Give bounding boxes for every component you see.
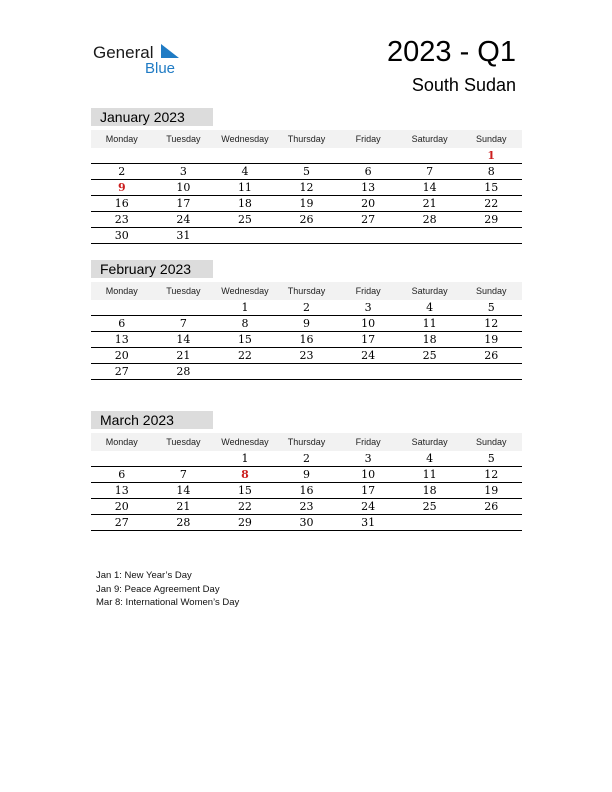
day-cell: 4: [426, 301, 434, 314]
day-cell: 16: [114, 197, 129, 210]
week-row: [91, 499, 522, 515]
day-cell: 12: [299, 181, 314, 194]
weekday-label: Monday: [105, 437, 138, 447]
day-cell: 30: [299, 516, 314, 529]
day-cell: [399, 515, 461, 530]
weekday-label: Saturday: [411, 286, 448, 296]
day-cell: [153, 148, 215, 163]
day-cell: 14: [176, 484, 191, 497]
day-cell: 24: [361, 349, 376, 362]
day-cell: 13: [114, 484, 129, 497]
weekday-label: Tuesday: [166, 134, 201, 144]
day-cell: [214, 364, 276, 379]
weekday-label: Tuesday: [166, 437, 201, 447]
day-cell: 26: [484, 349, 499, 362]
day-cell: 2: [118, 165, 126, 178]
weekday-label: Monday: [105, 286, 138, 296]
day-cell: [399, 364, 461, 379]
week-row: [91, 148, 522, 164]
day-cell: 27: [114, 516, 129, 529]
day-cell: 14: [176, 333, 191, 346]
day-cell: 17: [361, 484, 376, 497]
logo-general-text: General: [93, 43, 154, 62]
week-row: [91, 164, 522, 180]
day-cell: 18: [422, 484, 437, 497]
holiday-note: Jan 9: Peace Agreement Day: [96, 583, 220, 595]
month-title: January 2023: [91, 108, 213, 126]
day-cell: [91, 148, 153, 163]
day-cell: 28: [422, 213, 437, 226]
day-cell: 23: [114, 213, 129, 226]
day-cell: 4: [426, 452, 434, 465]
day-cell: 7: [179, 468, 187, 481]
day-cell: 18: [237, 197, 252, 210]
day-cell: 6: [118, 317, 126, 330]
day-cell: 2: [303, 301, 311, 314]
week-row: [91, 348, 522, 364]
day-cell: [337, 364, 399, 379]
country-name: South Sudan: [411, 75, 516, 95]
logo-blue-text: Blue: [145, 60, 176, 77]
day-cell: 20: [114, 349, 129, 362]
weekday-label: Saturday: [411, 437, 448, 447]
month-march: [91, 411, 522, 531]
day-cell: 30: [114, 229, 129, 242]
day-cell: 10: [176, 181, 191, 194]
day-cell: 23: [299, 349, 314, 362]
weekday-label: Sunday: [475, 134, 507, 144]
day-cell: 10: [361, 468, 376, 481]
holiday-note: Mar 8: International Women’s Day: [96, 597, 240, 608]
day-cell: 9: [303, 317, 311, 330]
weekday-label: Thursday: [287, 437, 326, 447]
weekday-header: [91, 433, 522, 451]
day-cell: 3: [364, 301, 372, 314]
day-cell: 21: [176, 349, 191, 362]
day-cell: 29: [484, 213, 499, 226]
weekday-label: Thursday: [287, 286, 326, 296]
week-row: [91, 332, 522, 348]
day-cell: 26: [299, 213, 314, 226]
weekday-header: [91, 282, 522, 300]
holiday-note: Jan 1: New Year’s Day: [96, 570, 192, 581]
day-cell: 20: [114, 500, 129, 513]
day-cell: 29: [237, 516, 252, 529]
day-cell: 14: [422, 181, 437, 194]
week-row: [91, 228, 522, 244]
day-cell: 13: [361, 181, 376, 194]
week-row: [91, 515, 522, 531]
day-cell: [153, 451, 215, 466]
day-cell: 25: [422, 349, 437, 362]
day-cell: [399, 148, 461, 163]
day-cell: 1: [487, 149, 496, 162]
day-cell: 6: [118, 468, 126, 481]
weekday-label: Wednesday: [221, 134, 269, 144]
weekday-label: Tuesday: [166, 286, 201, 296]
day-cell: 11: [237, 181, 252, 194]
week-row: [91, 483, 522, 499]
day-cell: 25: [237, 213, 252, 226]
day-cell: 12: [484, 317, 499, 330]
weekday-header: [91, 130, 522, 148]
day-cell: [460, 515, 522, 530]
week-row: [91, 364, 522, 380]
day-cell: [214, 228, 276, 243]
day-cell: 7: [426, 165, 434, 178]
day-cell: 9: [117, 181, 126, 194]
holiday-notes: [96, 569, 239, 610]
day-cell: 26: [484, 500, 499, 513]
weekday-label: Thursday: [287, 134, 326, 144]
day-cell: 11: [422, 468, 437, 481]
day-cell: 31: [361, 516, 376, 529]
month-title: February 2023: [91, 260, 213, 278]
day-cell: [460, 364, 522, 379]
weekday-label: Friday: [355, 134, 381, 144]
month-title: March 2023: [91, 411, 213, 429]
day-cell: 3: [364, 452, 372, 465]
month-january: [91, 108, 522, 244]
day-cell: [276, 364, 338, 379]
page-title: 2023 - Q1: [387, 36, 516, 68]
day-cell: 28: [176, 516, 191, 529]
day-cell: 2: [303, 452, 311, 465]
day-cell: 18: [422, 333, 437, 346]
day-cell: 17: [361, 333, 376, 346]
day-cell: [153, 300, 215, 315]
day-cell: [337, 148, 399, 163]
day-cell: [276, 228, 338, 243]
day-cell: 25: [422, 500, 437, 513]
day-cell: [337, 228, 399, 243]
week-row: [91, 467, 522, 483]
day-cell: [214, 148, 276, 163]
generalblue-logo: [93, 40, 203, 80]
day-cell: 19: [484, 333, 499, 346]
day-cell: 20: [361, 197, 376, 210]
day-cell: 22: [484, 197, 499, 210]
weekday-label: Sunday: [475, 437, 507, 447]
weekday-label: Friday: [355, 437, 381, 447]
week-row: [91, 212, 522, 228]
weekday-label: Wednesday: [221, 286, 269, 296]
week-row: [91, 196, 522, 212]
day-cell: 7: [179, 317, 187, 330]
day-cell: 24: [176, 213, 191, 226]
day-cell: 27: [114, 365, 129, 378]
day-cell: 5: [303, 165, 311, 178]
day-cell: 5: [487, 301, 495, 314]
day-cell: 24: [361, 500, 376, 513]
day-cell: 1: [241, 452, 249, 465]
day-cell: 15: [237, 484, 252, 497]
weekday-label: Sunday: [475, 286, 507, 296]
weekday-label: Saturday: [411, 134, 448, 144]
day-cell: 9: [303, 468, 311, 481]
day-cell: 4: [241, 165, 249, 178]
day-cell: 23: [299, 500, 314, 513]
week-row: [91, 316, 522, 332]
day-cell: 28: [176, 365, 191, 378]
day-cell: 10: [361, 317, 376, 330]
day-cell: 17: [176, 197, 191, 210]
day-cell: 19: [299, 197, 314, 210]
month-february: [91, 260, 522, 380]
day-cell: 15: [484, 181, 499, 194]
week-row: [91, 451, 522, 467]
day-cell: [91, 300, 153, 315]
day-cell: 8: [241, 317, 249, 330]
day-cell: 22: [237, 500, 252, 513]
week-row: [91, 180, 522, 196]
day-cell: 31: [176, 229, 191, 242]
day-cell: 8: [487, 165, 495, 178]
day-cell: [91, 451, 153, 466]
weekday-label: Friday: [355, 286, 381, 296]
day-cell: 5: [487, 452, 495, 465]
day-cell: 12: [484, 468, 499, 481]
day-cell: [399, 228, 461, 243]
day-cell: 22: [237, 349, 252, 362]
day-cell: 1: [241, 301, 249, 314]
weekday-label: Wednesday: [221, 437, 269, 447]
day-cell: 16: [299, 484, 314, 497]
day-cell: 27: [361, 213, 376, 226]
day-cell: 6: [364, 165, 372, 178]
day-cell: 21: [422, 197, 437, 210]
day-cell: 15: [237, 333, 252, 346]
day-cell: 3: [179, 165, 187, 178]
day-cell: 21: [176, 500, 191, 513]
weekday-label: Monday: [105, 134, 138, 144]
day-cell: 19: [484, 484, 499, 497]
day-cell: 16: [299, 333, 314, 346]
day-cell: [276, 148, 338, 163]
day-cell: 11: [422, 317, 437, 330]
week-row: [91, 300, 522, 316]
day-cell: 13: [114, 333, 129, 346]
logo-flag-icon: [161, 44, 181, 60]
day-cell: 8: [241, 468, 249, 481]
day-cell: [460, 228, 522, 243]
